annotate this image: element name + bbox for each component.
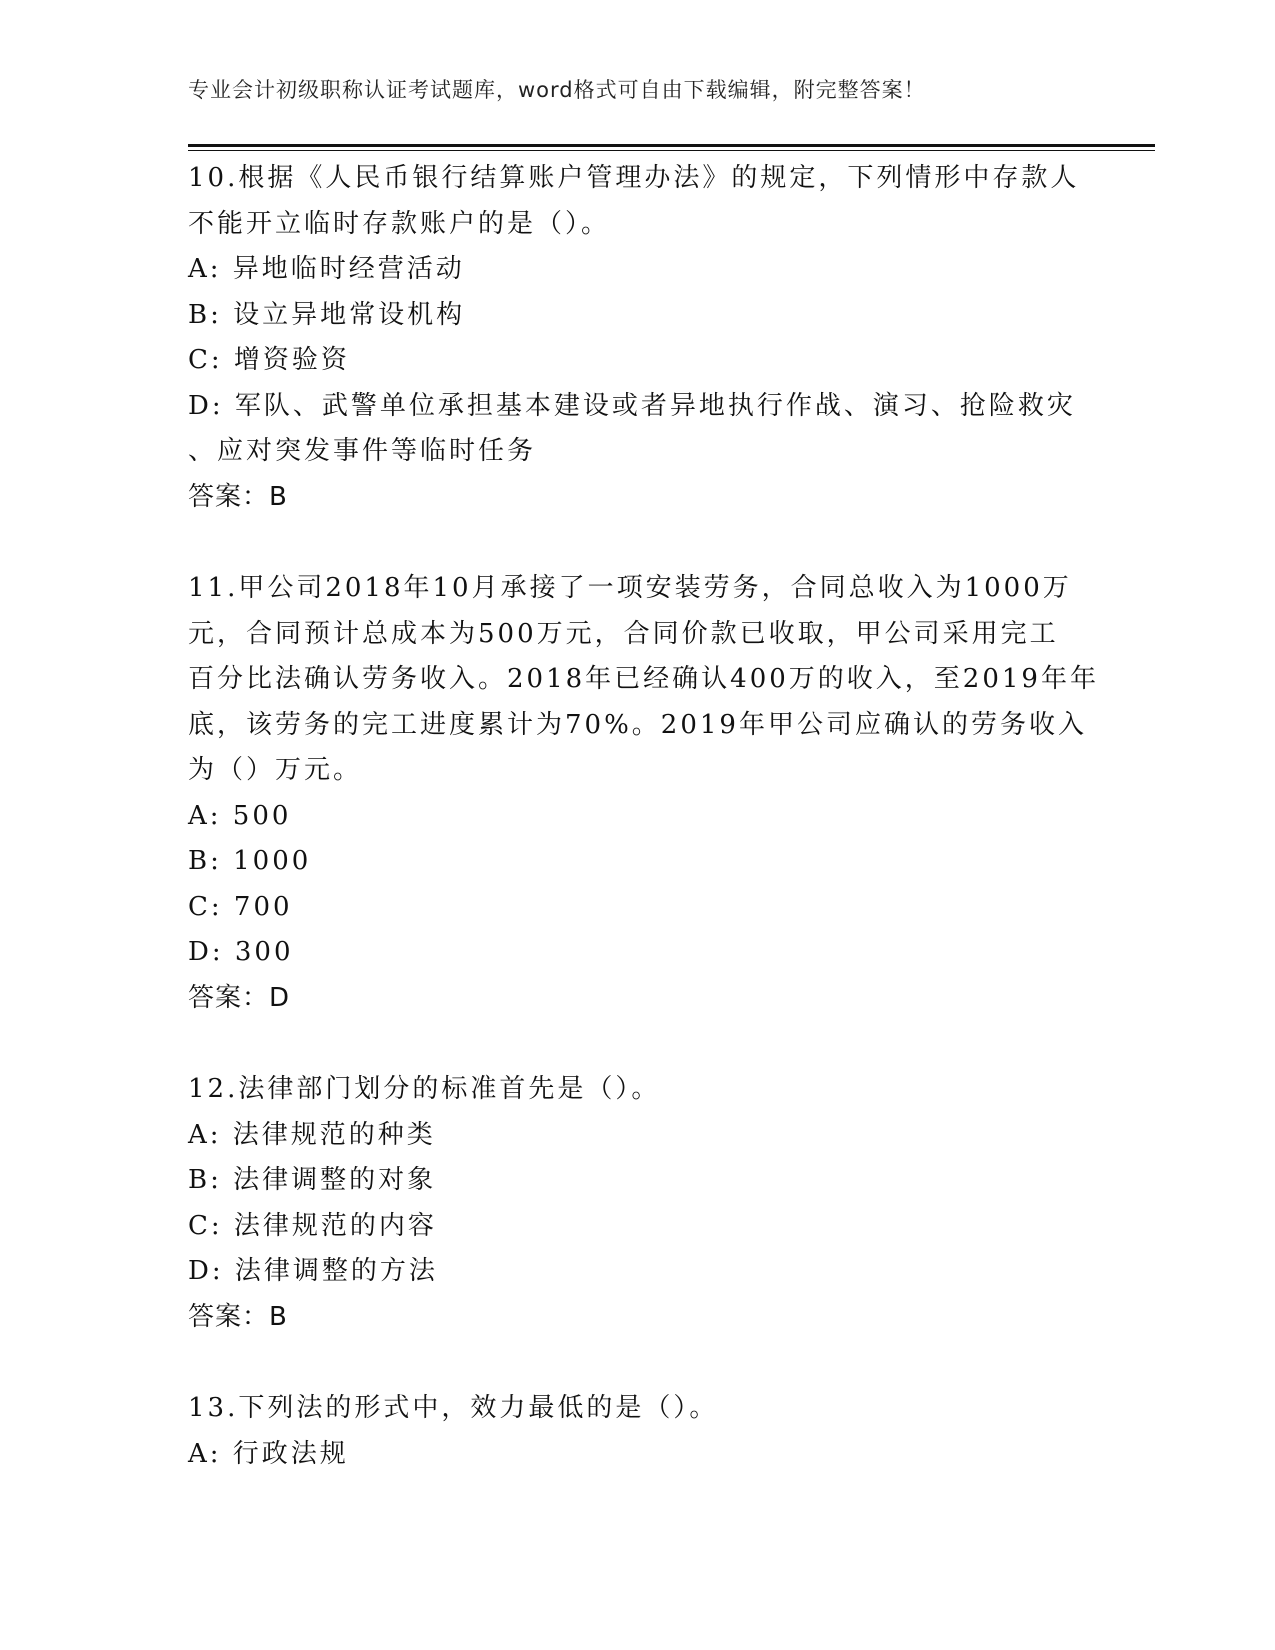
question-11	[188, 566, 1099, 1021]
question-stem-line: 底，该劳务的完工进度累计为70%。2019年甲公司应确认的劳务收入	[188, 709, 1087, 740]
question-stem-line: 11.甲公司2018年10月承接了一项安装劳务，合同总收入为1000万	[188, 573, 1072, 603]
header-divider-thick	[188, 144, 1155, 147]
option-d: D: 法律调整的方法	[188, 1256, 438, 1286]
answer-label: 答案：B	[188, 1301, 288, 1332]
question-stem-line: 为（）万元。	[188, 755, 363, 785]
option-b: B: 1000	[188, 846, 312, 876]
option-c: C: 增资验资	[188, 345, 350, 375]
answer-label: 答案：B	[188, 481, 288, 512]
question-12	[188, 1067, 1088, 1340]
option-d: D: 300	[188, 937, 294, 967]
question-stem-line: 元，合同预计总成本为500万元，合同价款已收取，甲公司采用完工	[188, 618, 1059, 649]
option-d-continued: 、应对突发事件等临时任务	[188, 436, 537, 466]
option-a: A: 行政法规	[188, 1438, 349, 1469]
option-a: A: 异地临时经营活动	[188, 254, 465, 284]
question-10	[188, 156, 1088, 520]
page-header: 专业会计初级职称认证考试题库，word格式可自由下载编辑，附完整答案！	[188, 78, 926, 102]
option-b: B: 设立异地常设机构	[188, 299, 466, 330]
question-stem-line: 不能开立临时存款账户的是（）。	[188, 208, 611, 239]
question-stem-line: 13.下列法的形式中，效力最低的是（）。	[188, 1393, 719, 1423]
option-a: A: 法律规范的种类	[188, 1119, 436, 1150]
question-13	[188, 1386, 1088, 1477]
question-stem-line: 百分比法确认劳务收入。2018年已经确认400万的收入，至2019年年	[188, 664, 1099, 694]
question-stem-line: 12.法律部门划分的标准首先是（）。	[188, 1074, 661, 1104]
question-list	[188, 156, 1099, 1523]
header-divider-thin	[188, 150, 1155, 151]
option-c: C: 700	[188, 891, 293, 922]
option-d: D: 军队、武警单位承担基本建设或者异地执行作战、演习、抢险救灾	[188, 390, 1076, 421]
answer-label: 答案：D	[188, 982, 291, 1013]
option-c: C: 法律规范的内容	[188, 1210, 437, 1241]
question-stem-line: 10.根据《人民币银行结算账户管理办法》的规定，下列情形中存款人	[188, 163, 1080, 193]
option-a: A: 500	[188, 800, 292, 831]
option-b: B: 法律调整的对象	[188, 1165, 437, 1195]
